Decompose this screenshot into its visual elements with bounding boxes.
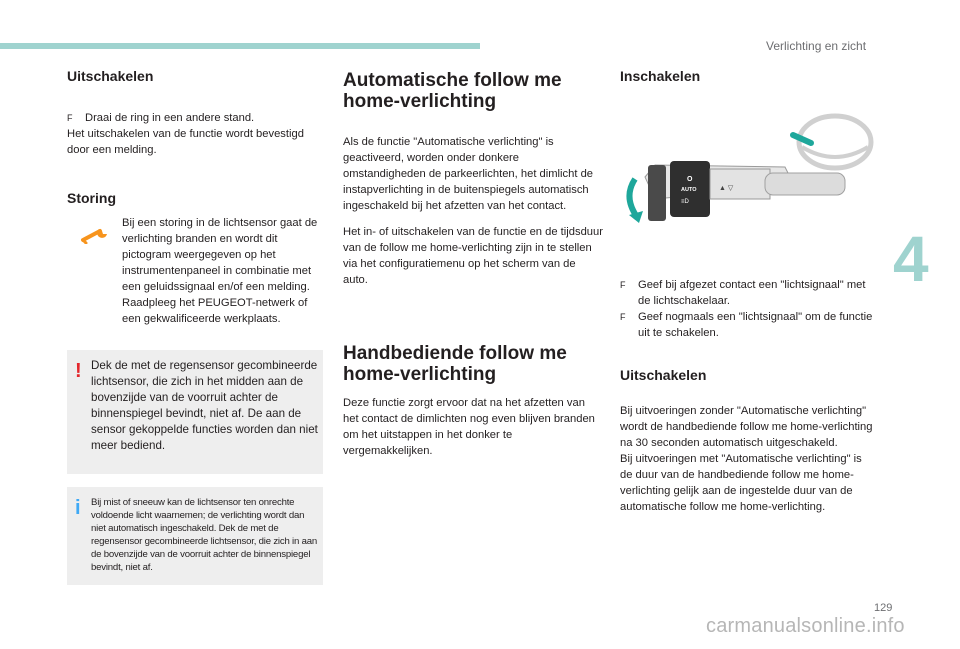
bullet-marker: F <box>67 113 73 123</box>
inschakelen-bullet-2 <box>620 309 875 341</box>
bullet-text: Geef bij afgezet contact een "lichtsignaal" met de lichtschakelaar. <box>638 279 866 307</box>
auto-follow-me-p1: Als de functie "Automatische verlichting" is geactiveerd, worden onder donkere omstandigheden de parkeerlichten, het dimlicht de instapverlichting in de buitenspiegels automatisch ingeschakeld bij het afzetten van het contact. <box>343 136 594 212</box>
info-icon: i <box>75 497 81 519</box>
header-accent-bar <box>0 43 480 49</box>
bullet-marker: F <box>620 312 626 322</box>
warning-text: Dek de met de regensensor gecombineerde lichtsensor, die zich in het midden aan de bovenzijde van de voorruit achter de binnenspiegel bevindt, niet af. De aan de sensor gekoppelde functies worden dan niet meer bediend. <box>91 359 318 452</box>
manual-follow-me-p1: Deze functie zorgt ervoor dat na het afzetten van het contact de dimlichten nog even blijven branden om het uitstappen in het donker te vergemakkelijken. <box>343 397 595 457</box>
col3-uitschakelen-p1: Bij uitvoeringen zonder "Automatische verlichting" wordt de handbediende follow me home-verlichting na 30 seconden automatisch uitgeschakeld. <box>620 405 873 449</box>
col1-uitschakelen-text: Het uitschakelen van de functie wordt bevestigd door een melding. <box>67 128 304 156</box>
col3-uitschakelen-heading: Uitschakelen <box>620 367 707 383</box>
info-text: Bij mist of sneeuw kan de lichtsensor ten onrechte voldoende licht waarnemen; de verlichting wordt dan niet automatisch ingeschakeld. Dek de met de regensensor gecombineerde lichtsensor, die zich in aan de bovenzijde van de voorruit achter de binnenspiegel bevindt, niet af. <box>91 497 317 573</box>
auto-follow-me-heading: Automatische follow me home-verlichting <box>343 70 562 112</box>
warning-icon: ! <box>75 360 82 382</box>
chapter-title: Verlichting en zicht <box>766 39 867 53</box>
auto-follow-me-section <box>343 70 603 288</box>
storing-text: Bij een storing in de lichtsensor gaat de verlichting branden en wordt dit pictogram weergegeven op het instrumentenpaneel in combinatie met een geluidssignaal en/of een melding. Raadpleeg het PEUGEOT-netwerk of een gekwalificeerde werkplaats. <box>122 217 318 325</box>
bullet-marker: F <box>620 280 626 290</box>
auto-follow-me-p2: Het in- of uitschakelen van de functie en de tijdsduur van de follow me home-verlichting zijn in te stellen via het configuratiemenu op het scherm van de auto. <box>343 226 603 286</box>
inschakelen-heading: Inschakelen <box>620 68 701 84</box>
stalk-label-off: O <box>687 176 693 183</box>
inschakelen-bullet-1 <box>620 277 875 309</box>
bullet-text: Geef nogmaals een "lichtsignaal" om de functie uit te schakelen. <box>638 311 873 339</box>
manual-follow-me-heading: Handbediende follow me home-verlichting <box>343 343 567 385</box>
warning-box <box>67 350 323 474</box>
inschakelen-bullets <box>620 277 875 341</box>
col3-uitschakelen-p2: Bij uitvoeringen met "Automatische verlichting" is de duur van de handbediende follow me home-verlichting gelijk aan de ingestelde duur van de automatische follow me home-verlichting. <box>620 453 862 513</box>
svg-text:▲ ▽: ▲ ▽ <box>719 185 734 192</box>
bullet-text: Draai de ring in een andere stand. <box>85 112 255 124</box>
col1-uitschakelen-heading: Uitschakelen <box>67 68 154 84</box>
watermark: carmanualsonline.info <box>706 615 905 637</box>
chapter-number: 4 <box>893 223 929 295</box>
manual-follow-me-section <box>343 343 603 459</box>
storing-heading: Storing <box>67 190 116 206</box>
storing-text-block <box>122 215 322 327</box>
wrench-icon <box>80 226 110 244</box>
col1-storing-section <box>67 190 327 206</box>
col1-uitschakelen-bullet <box>67 110 327 126</box>
info-box <box>67 487 323 585</box>
col3-uitschakelen-section <box>620 367 875 515</box>
light-stalk-illustration <box>615 107 875 225</box>
col1-uitschakelen-section <box>67 68 327 158</box>
steering-wheel-icon <box>793 116 871 168</box>
svg-text:≡D: ≡D <box>681 199 689 205</box>
stalk-body <box>645 161 845 221</box>
inschakelen-section <box>620 68 880 84</box>
stalk-label-auto: AUTO <box>681 187 697 193</box>
page-number: 129 <box>874 602 893 614</box>
